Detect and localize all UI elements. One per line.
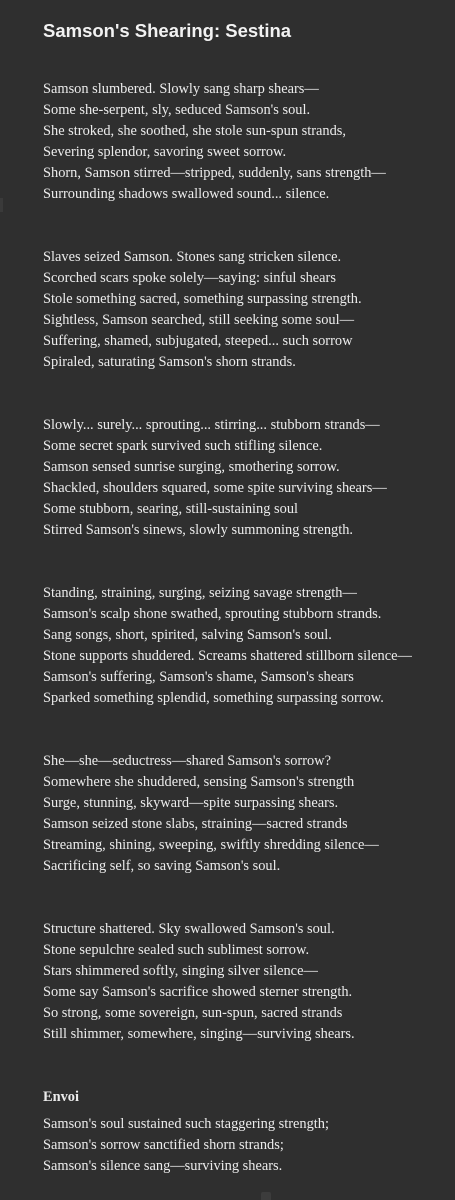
poem-line: Shackled, shoulders squared, some spite surviving shears— xyxy=(43,480,387,496)
poem-line: Samson's suffering, Samson's shame, Samson's shears xyxy=(43,669,354,685)
stanza-5 xyxy=(43,751,443,877)
scroll-down-handle[interactable] xyxy=(261,1192,271,1200)
poem-line: Standing, straining, surging, seizing savage strength— xyxy=(43,585,357,601)
poem-line: Slaves seized Samson. Stones sang stricken silence. xyxy=(43,249,342,265)
poem-document xyxy=(43,18,443,1177)
poem-line: Some stubborn, searing, still-sustaining soul xyxy=(43,501,299,517)
poem-line: Some she-serpent, sly, seduced Samson's soul. xyxy=(43,102,311,118)
poem-line: Samson's scalp shone swathed, sprouting stubborn strands. xyxy=(43,606,382,622)
poem-line: Surrounding shadows swallowed sound... silence. xyxy=(43,186,330,202)
poem-line: Stars shimmered softly, singing silver silence— xyxy=(43,963,318,979)
poem-line: Severing splendor, savoring sweet sorrow. xyxy=(43,144,287,160)
poem-line: So strong, some sovereign, sun-spun, sacred strands xyxy=(43,1005,343,1021)
poem-line: Stone sepulchre sealed such sublimest sorrow. xyxy=(43,942,310,958)
stanza-6 xyxy=(43,919,443,1045)
poem-line: Somewhere she shuddered, sensing Samson's strength xyxy=(43,774,355,790)
poem-line: Samson slumbered. Slowly sang sharp shears— xyxy=(43,81,319,97)
stanza-2 xyxy=(43,247,443,373)
poem-line: Samson sensed sunrise surging, smothering sorrow. xyxy=(43,459,340,475)
poem-line: Shorn, Samson stirred—stripped, suddenly, sans strength— xyxy=(43,165,386,181)
poem-line: Some secret spark survived such stifling silence. xyxy=(43,438,323,454)
poem-line: Streaming, shining, sweeping, swiftly shredding silence— xyxy=(43,837,379,853)
poem-line: Stole something sacred, something surpassing strength. xyxy=(43,291,362,307)
stanza-3 xyxy=(43,415,443,541)
envoi-heading: Envoi xyxy=(43,1089,79,1105)
poem-line: Stone supports shuddered. Screams shattered stillborn silence— xyxy=(43,648,412,664)
stanza-4 xyxy=(43,583,443,709)
poem-line: Stirred Samson's sinews, slowly summoning strength. xyxy=(43,522,353,538)
poem-line: Still shimmer, somewhere, singing—surviving shears. xyxy=(43,1026,355,1042)
poem-line: Sparked something splendid, something surpassing sorrow. xyxy=(43,690,384,706)
poem-line: Sang songs, short, spirited, salving Samson's soul. xyxy=(43,627,332,643)
envoi-stanza xyxy=(43,1114,443,1177)
scroll-edge-indicator xyxy=(0,198,3,212)
poem-line: She stroked, she soothed, she stole sun-spun strands, xyxy=(43,123,346,139)
poem-line: Samson's soul sustained such staggering strength; xyxy=(43,1116,329,1132)
poem-line: Structure shattered. Sky swallowed Samson's soul. xyxy=(43,921,335,937)
poem-line: Samson seized stone slabs, straining—sacred strands xyxy=(43,816,348,832)
poem-line: Scorched scars spoke solely—saying: sinful shears xyxy=(43,270,336,286)
poem-line: Surge, stunning, skyward—spite surpassing shears. xyxy=(43,795,339,811)
poem-line: Suffering, shamed, subjugated, steeped... such sorrow xyxy=(43,333,353,349)
poem-line: Samson's sorrow sanctified shorn strands; xyxy=(43,1137,284,1153)
poem-line: Samson's silence sang—surviving shears. xyxy=(43,1158,283,1174)
poem-line: Spiraled, saturating Samson's shorn strands. xyxy=(43,354,296,370)
poem-line: Sightless, Samson searched, still seeking some soul— xyxy=(43,312,354,328)
poem-line: Slowly... surely... sprouting... stirring... stubborn strands— xyxy=(43,417,380,433)
poem-title: Samson's Shearing: Sestina xyxy=(43,20,292,41)
stanza-1 xyxy=(43,79,443,205)
poem-line: She—she—seductress—shared Samson's sorrow? xyxy=(43,753,331,769)
poem-line: Some say Samson's sacrifice showed sterner strength. xyxy=(43,984,353,1000)
poem-line: Sacrificing self, so saving Samson's soul. xyxy=(43,858,281,874)
